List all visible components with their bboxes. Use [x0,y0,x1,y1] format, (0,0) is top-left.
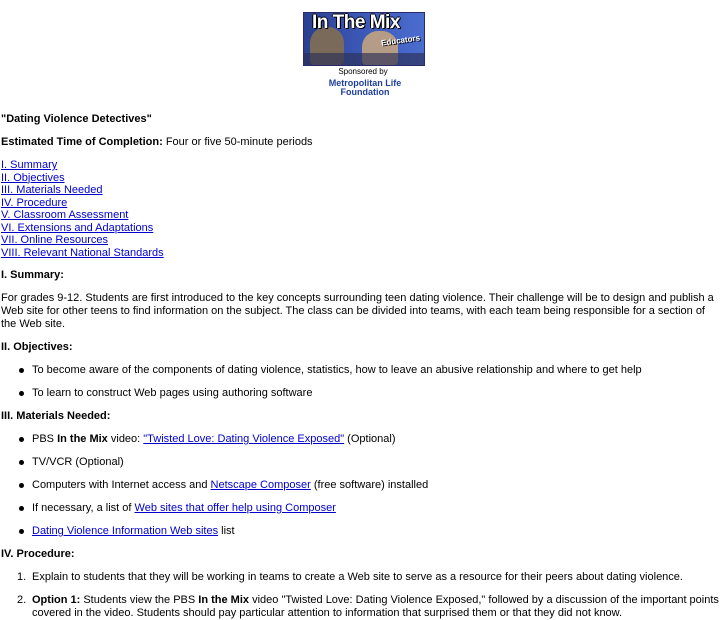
twisted-love-video-link[interactable]: "Twisted Love: Dating Violence Exposed" [143,433,345,445]
lesson-title: "Dating Violence Detectives" [1,113,152,125]
toc-link-procedure[interactable]: IV. Procedure [1,196,68,209]
material-text: video: [107,433,144,445]
sponsor-name-line2: Foundation [340,87,390,97]
banner-shade [304,53,424,65]
show-name: In the Mix [198,594,250,606]
material-item-tv: TV/VCR (Optional) [32,456,719,469]
step-number: 1. [17,571,27,583]
metlife-foundation-logo[interactable] [0,79,720,97]
procedure-heading: IV. Procedure: [1,548,75,560]
material-text: PBS [32,433,58,445]
toc-link-assessment[interactable]: V. Classroom Assessment [1,209,129,221]
show-name: In the Mix [57,433,108,445]
procedure-step-2 [17,594,719,620]
objectives-list [1,364,719,400]
step-text: Explain to students that they will be working in teams to create a Web site to serve as a resource for their peers about dating violence. [32,571,683,583]
step-number: 2. [17,594,27,606]
estimated-time-label: Estimated Time of Completion: [1,136,163,148]
material-text: If necessary, a list of [32,502,135,514]
material-text: list [218,525,235,537]
toc-link-standards[interactable]: VIII. Relevant National Standards [1,246,164,259]
dating-violence-sites-link[interactable]: Dating Violence Information Web sites [32,525,219,537]
material-text: (Optional) [344,433,396,445]
in-the-mix-banner[interactable] [303,12,425,66]
procedure-step-1 [17,571,719,584]
materials-heading: III. Materials Needed: [1,410,111,422]
material-item-info-sites [32,525,719,538]
step-text: video "Twisted Love: Dating Violence Exposed," followed by a discussion of the important points covered in the video. Students should pay particular attention to information that surprised them or that they did not know. [32,594,719,619]
netscape-composer-link[interactable]: Netscape Composer [210,479,311,491]
banner-subtitle: Educators [380,33,421,48]
material-text: (free software) installed [310,479,429,491]
lesson-content [1,113,719,620]
page-header [0,0,720,112]
toc-link-materials[interactable]: III. Materials Needed [1,184,103,196]
toc-link-objectives[interactable]: II. Objectives [1,171,65,184]
procedure-steps [1,571,719,620]
table-of-contents [1,159,719,259]
sponsored-by-text: Sponsored by [338,67,388,76]
material-item-video [32,433,719,446]
objective-item: To become aware of the components of dating violence, statistics, how to leave an abusive relationship and where to get help [32,364,719,377]
material-item-computers [32,479,719,492]
objectives-heading: II. Objectives: [1,341,73,353]
materials-list [1,433,719,538]
material-item-help-sites [32,502,719,515]
summary-text: For grades 9-12. Students are first introduced to the key concepts surrounding teen dating violence. Their challenge will be to design and publish a Web site for other teens to find information on the subject. The class can be divided into teams, with each team being responsible for a section of the Web site. [1,292,714,330]
sponsor-name-line1: Metropolitan Life [328,78,402,88]
summary-heading: I. Summary: [1,269,64,281]
step-text: Students view the PBS [80,594,199,606]
toc-link-summary[interactable]: I. Summary [1,159,58,171]
banner-title: In The Mix [312,12,400,33]
material-text: Computers with Internet access and [32,479,211,491]
toc-link-extensions[interactable]: VI. Extensions and Adaptations [1,221,154,234]
option-label: Option 1: [32,594,81,606]
objective-item: To learn to construct Web pages using authoring software [32,387,719,400]
estimated-time-value: Four or five 50-minute periods [165,136,313,148]
estimated-time [1,136,719,149]
toc-link-online-resources[interactable]: VII. Online Resources [1,234,108,246]
composer-help-sites-link[interactable]: Web sites that offer help using Composer [134,502,336,514]
